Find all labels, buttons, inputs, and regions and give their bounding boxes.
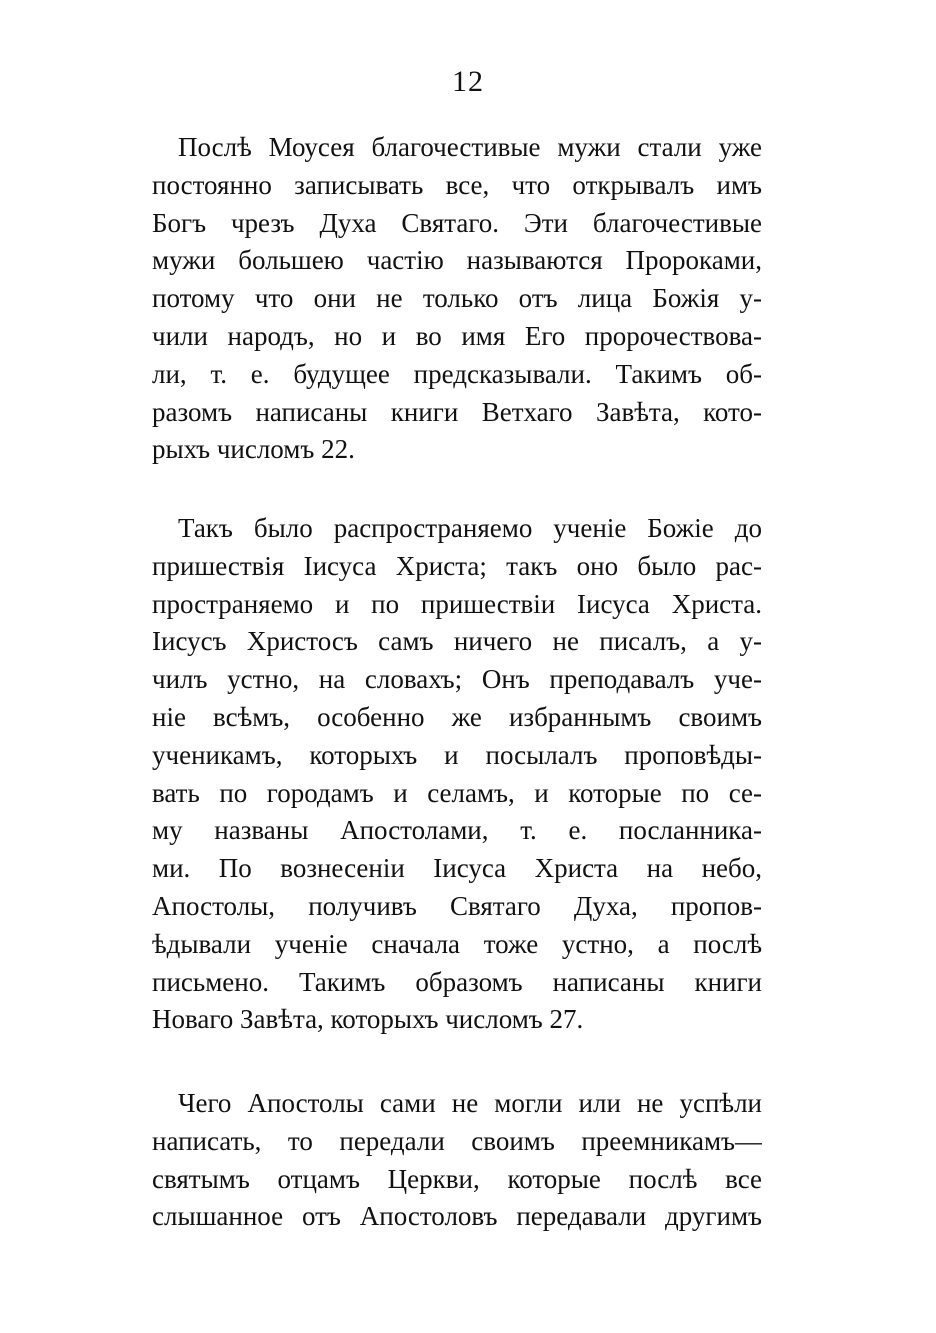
text-line: вать по городамъ и селамъ, и которые по се- <box>152 777 762 808</box>
text-line: ми. По вознесеніи Іисуса Христа на небо, <box>152 853 762 884</box>
text-line: Новаго Завѣта, которыхъ числомъ 27. <box>152 1004 584 1035</box>
text-line: слышанное отъ Апостоловъ передавали другимъ <box>152 1201 762 1232</box>
paragraph <box>152 129 762 469</box>
page-number: 12 <box>452 65 484 98</box>
text-line: разомъ написаны книги Ветхаго Завѣта, кото- <box>152 396 762 427</box>
text-line: мужи большею частію называются Пророками, <box>152 245 762 276</box>
text-line: Богъ чрезъ Духа Святаго. Эти благочестивые <box>152 207 762 238</box>
text-line: письмено. Такимъ образомъ написаны книги <box>152 966 762 997</box>
text-line: чили народъ, но и во имя Его пророчествова- <box>152 320 762 351</box>
text-line: написать, то передали своимъ преемникамъ— <box>152 1125 762 1156</box>
paragraph <box>152 510 762 1039</box>
text-line: Іисусъ Христосъ самъ ничего не писалъ, а у- <box>152 626 762 657</box>
text-line: Чего Апостолы сами не могли или не успѣли <box>178 1088 762 1118</box>
text-line: ученикамъ, которыхъ и посылалъ проповѣды- <box>152 739 762 770</box>
text-line: ли, т. е. будущее предсказывали. Такимъ об- <box>152 358 762 389</box>
paragraph <box>152 1085 762 1236</box>
text-line: Послѣ Моусея благочестивые мужи стали уже <box>178 132 762 162</box>
text-line: потому что они не только отъ лица Божія у- <box>152 283 762 314</box>
text-line: рыхъ числомъ 22. <box>152 434 355 465</box>
text-line: постоянно записывать все, что открывалъ имъ <box>152 169 762 200</box>
text-line: чилъ устно, на словахъ; Онъ преподавалъ уче- <box>152 664 762 695</box>
text-line: Апостолы, получивъ Святаго Духа, пропов- <box>152 890 762 921</box>
text-line: му названы Апостолами, т. е. посланника- <box>152 815 762 846</box>
text-line: Такъ было распространяемо ученіе Божіе до <box>178 513 762 543</box>
text-line: пространяемо и по пришествіи Іисуса Христа. <box>152 588 762 619</box>
text-line: пришествія Іисуса Христа; такъ оно было рас- <box>152 550 762 581</box>
text-line: ніе всѣмъ, особенно же избраннымъ своимъ <box>152 701 762 732</box>
text-line: ѣдывали ученіе сначала тоже устно, а послѣ <box>152 928 762 959</box>
text-line: святымъ отцамъ Церкви, которые послѣ все <box>152 1163 762 1194</box>
